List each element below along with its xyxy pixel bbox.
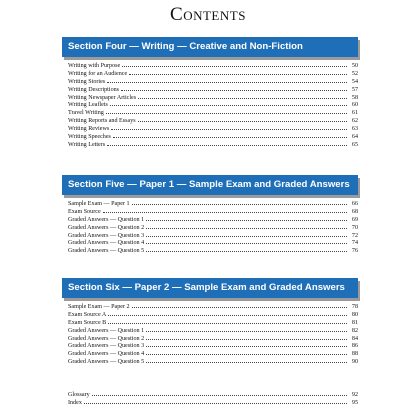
leader-dots [146, 338, 347, 340]
toc-entry-page: 86 [351, 343, 358, 350]
toc-entry[interactable] [62, 400, 358, 408]
toc-entry-page: 81 [351, 319, 358, 326]
toc-entry[interactable] [62, 217, 358, 225]
toc-entry-label: Sample Exam — Paper 2 [68, 304, 130, 310]
toc-entry-label: Graded Answers — Question 1 [68, 216, 145, 223]
toc-entry-label: Graded Answers — Question 3 [68, 343, 145, 350]
toc-entry[interactable] [62, 248, 358, 256]
toc-entry-page: 68 [351, 208, 358, 215]
toc-entry-label: Writing Newspaper Articles [68, 94, 137, 101]
toc-entry-page: 92 [351, 392, 358, 398]
toc-entry-label: Writing Reports and Essays [68, 118, 136, 125]
leader-dots [146, 227, 347, 229]
leader-dots [132, 203, 347, 205]
toc-entry-page: 82 [351, 327, 358, 334]
toc-entry[interactable] [62, 134, 358, 142]
leader-dots [122, 65, 347, 67]
toc-entry[interactable] [62, 110, 358, 118]
toc-entry[interactable] [62, 102, 358, 110]
toc-entry-page: 66 [351, 201, 358, 207]
leader-dots [113, 136, 347, 138]
toc-entry-label: Travel Writing [68, 110, 104, 117]
toc-entry-page: 84 [351, 335, 358, 342]
toc-entry[interactable] [62, 336, 358, 344]
leader-dots [84, 402, 347, 404]
leader-dots [146, 345, 347, 347]
toc-entry-page: 65 [351, 141, 358, 148]
leader-dots [138, 120, 347, 122]
toc-entry[interactable] [62, 71, 358, 79]
toc-entry-page: 88 [351, 351, 358, 358]
leader-dots [146, 219, 347, 221]
toc-entry-label: Index [68, 399, 82, 406]
toc-entry-label: Exam Source B [68, 319, 107, 326]
leader-dots [121, 89, 347, 91]
leader-dots [107, 81, 347, 83]
toc-entry-label: Writing Letters [68, 141, 106, 148]
toc-entry[interactable] [62, 392, 358, 400]
section-four-entries [62, 63, 358, 150]
toc-entry[interactable] [62, 87, 358, 95]
toc-entry[interactable] [62, 126, 358, 134]
toc-entry-page: 62 [351, 118, 358, 125]
toc-entry-label: Writing Reviews [68, 126, 110, 133]
toc-entry-label: Writing Leaflets [68, 102, 108, 109]
toc-entry-page: 90 [351, 359, 358, 366]
toc-entry-label: Graded Answers — Question 5 [68, 248, 145, 255]
toc-entry-label: Graded Answers — Question 2 [68, 335, 145, 342]
leader-dots [129, 73, 347, 75]
leader-dots [132, 306, 347, 308]
toc-entry-label: Sample Exam — Paper 1 [68, 201, 130, 207]
toc-entry-label: Graded Answers — Question 4 [68, 351, 145, 358]
toc-entry[interactable] [62, 240, 358, 248]
toc-entry[interactable] [62, 359, 358, 367]
leader-dots [146, 361, 347, 363]
toc-entry-label: Graded Answers — Question 3 [68, 232, 145, 239]
toc-entry[interactable] [62, 201, 358, 209]
toc-entry-label: Writing Speeches [68, 134, 111, 141]
toc-entry-page: 60 [351, 102, 358, 109]
leader-dots [146, 242, 347, 244]
toc-entry-label: Exam Source [68, 208, 101, 215]
toc-entry[interactable] [62, 209, 358, 217]
toc-entry-page: 80 [351, 311, 358, 318]
section-five [62, 175, 358, 256]
toc-entry[interactable] [62, 233, 358, 241]
toc-entry-label: Writing with Purpose [68, 63, 121, 69]
toc-entry[interactable] [62, 79, 358, 87]
toc-entry-page: 72 [351, 232, 358, 239]
toc-entry[interactable] [62, 118, 358, 126]
toc-entry-label: Graded Answers — Question 5 [68, 359, 145, 366]
toc-entry-label: Glossary [68, 392, 90, 398]
toc-entry-page: 76 [351, 248, 358, 255]
leader-dots [106, 112, 347, 114]
page-title: Contents [170, 4, 246, 25]
section-six-heading: Section Six — Paper 2 — Sample Exam and Graded Answers [62, 278, 358, 298]
toc-entry-page: 52 [351, 70, 358, 77]
section-six-entries [62, 304, 358, 367]
leader-dots [111, 128, 347, 130]
toc-entry-page: 95 [351, 399, 358, 406]
leader-dots [146, 235, 347, 237]
toc-entry[interactable] [62, 320, 358, 328]
leader-dots [146, 330, 347, 332]
section-five-heading: Section Five — Paper 1 — Sample Exam and Graded Answers [62, 175, 358, 195]
toc-entry[interactable] [62, 312, 358, 320]
toc-entry-label: Writing Descriptions [68, 86, 120, 93]
toc-entry-page: 74 [351, 240, 358, 247]
toc-entry[interactable] [62, 142, 358, 150]
toc-entry-page: 54 [351, 78, 358, 85]
section-six [62, 278, 358, 367]
toc-entry-label: Graded Answers — Question 2 [68, 224, 145, 231]
leader-dots [108, 322, 347, 324]
toc-entry-page: 78 [351, 304, 358, 310]
back-matter [62, 392, 358, 408]
toc-entry[interactable] [62, 304, 358, 312]
toc-entry-page: 64 [351, 134, 358, 141]
toc-entry[interactable] [62, 225, 358, 233]
leader-dots [92, 394, 347, 396]
toc-entry-page: 63 [351, 126, 358, 133]
section-four [62, 37, 358, 150]
toc-entry-page: 70 [351, 224, 358, 231]
toc-entry-page: 57 [351, 86, 358, 93]
toc-entry[interactable] [62, 343, 358, 351]
toc-entry-label: Graded Answers — Question 1 [68, 327, 145, 334]
toc-entry-page: 61 [351, 110, 358, 117]
leader-dots [103, 211, 347, 213]
leader-dots [146, 353, 347, 355]
toc-entry[interactable] [62, 328, 358, 336]
leader-dots [108, 314, 347, 316]
toc-entry-page: 50 [351, 63, 358, 69]
toc-entry-page: 58 [351, 94, 358, 101]
toc-entry-label: Exam Source A [68, 311, 107, 318]
leader-dots [138, 97, 347, 99]
toc-entry[interactable] [62, 63, 358, 71]
toc-entry-label: Graded Answers — Question 4 [68, 240, 145, 247]
toc-entry-page: 69 [351, 216, 358, 223]
leader-dots [146, 250, 347, 252]
section-five-entries [62, 201, 358, 256]
toc-entry-label: Writing for an Audience [68, 70, 128, 77]
section-four-heading: Section Four — Writing — Creative and Non-Fiction [62, 37, 358, 57]
toc-entry-label: Writing Stories [68, 78, 106, 85]
toc-entry[interactable] [62, 351, 358, 359]
leader-dots [110, 104, 347, 106]
leader-dots [107, 144, 347, 146]
